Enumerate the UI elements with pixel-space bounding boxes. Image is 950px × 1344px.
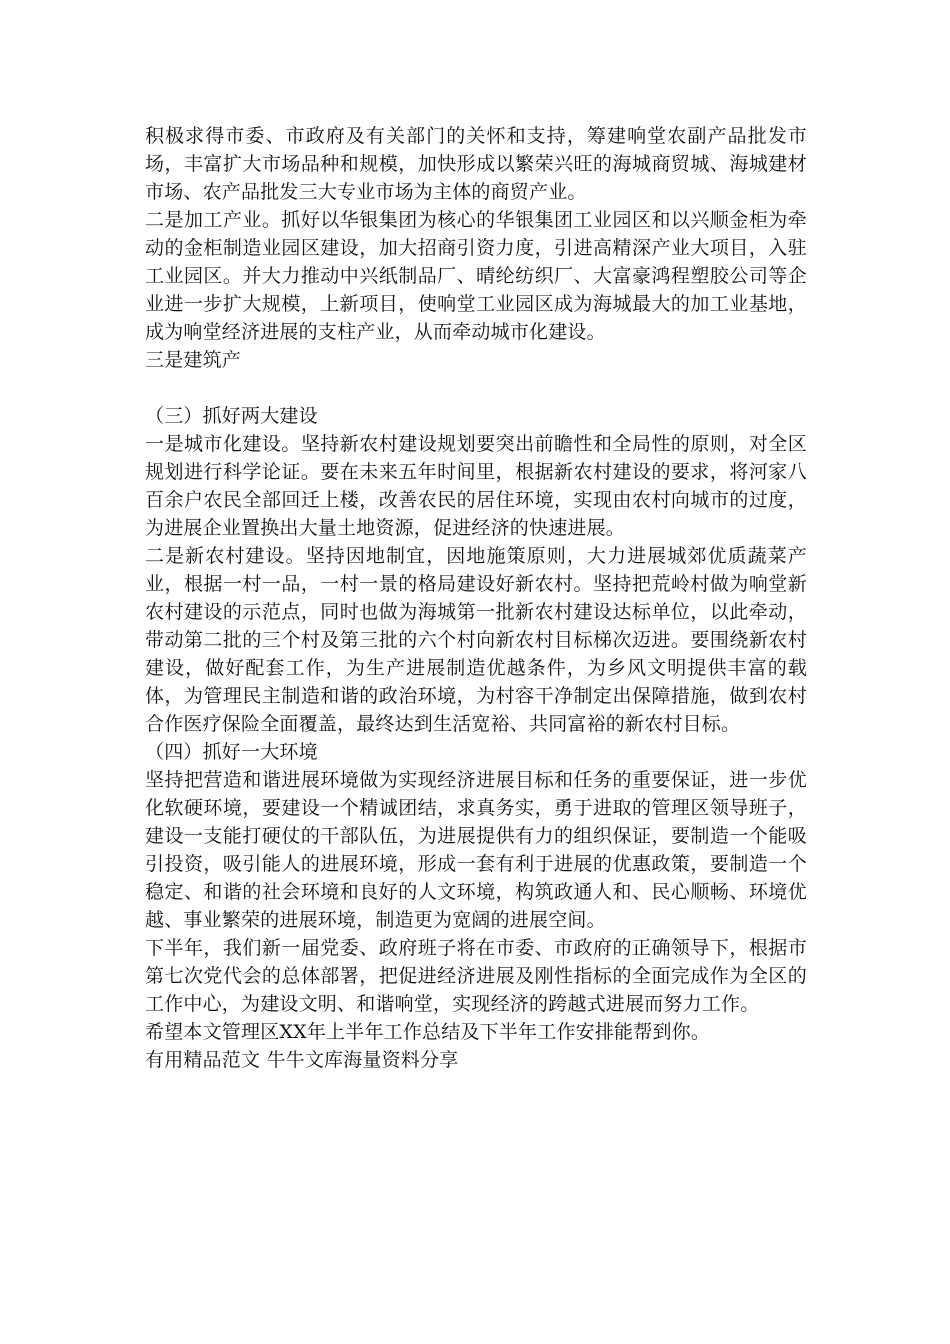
paragraph-processing-industry: 二是加工产业。抓好以华银集团为核心的华银集团工业园区和以兴顺金柜为牵动的金柜制造业园区建设，加大招商引资力度，引进高精深产业大项目，入驻工业园区。并大力推动中兴纸制品厂、晴纶纺织厂、大富豪鸿程塑胶公司等企业进一步扩大规模，上新项目，使响堂工业园区成为海城最大的加工业基地，成为响堂经济进展的支柱产业，从而牵动城市化建设。 — [145, 209, 807, 343]
paragraph-new-countryside: 二是新农村建设。坚持因地制宜，因地施策原则，大力进展城郊优质蔬菜产业，根据一村一品，一村一景的格局建设好新农村。坚持把荒岭村做为响堂新农村建设的示范点，同时也做为海城第一批新农村建设达标单位，以此牵动，带动第二批的三个村及第三批的六个村向新农村目标梯次迈进。要围绕新农村建设，做好配套工作，为生产进展制造优越条件，为乡风文明提供丰富的载体，为管理民主制造和谐的政治环境，为村容干净制定出保障措施，做到农村合作医疗保险全面覆盖，最终达到生活宽裕、共同富裕的新农村目标。 — [145, 545, 807, 735]
paragraph-second-half-year: 下半年，我们新一届党委、政府班子将在市委、市政府的正确领导下，根据市第七次党代会的总体部署，把促进经济进展及刚性指标的全面完成作为全区的工作中心，为建设文明、和谐响堂，实现经济的跨越式进展而努力工作。 — [145, 937, 807, 1015]
paragraph-environment: 坚持把营造和谐进展环境做为实现经济进展目标和任务的重要保证，进一步优化软硬环境，要建设一个精诚团结，求真务实，勇于进取的管理区领导班子，建设一支能打硬仗的干部队伍，为进展提供有力的组织保证，要制造一个能吸引投资，吸引能人的进展环境，形成一套有利于进展的优惠政策，要制造一个稳定、和谐的社会环境和良好的人文环境，构筑政通人和、民心顺畅、环境优越、事业繁荣的进展环境，制造更为宽阔的进展空间。 — [145, 769, 807, 931]
document-body — [145, 122, 807, 1074]
section-heading-one-environment: （四）抓好一大环境 — [145, 741, 318, 763]
paragraph-footer-note: 有用精品范文 牛牛文库海量资料分享 — [145, 1049, 459, 1071]
blank-line — [145, 374, 807, 402]
paragraph-urbanization: 一是城市化建设。坚持新农村建设规划要突出前瞻性和全局性的原则，对全区规划进行科学论证。要在未来五年时间里，根据新农村建设的要求，将河家八百余户农民全部回迁上楼，改善农民的居住环境，实现由农村向城市的过度，为进展企业置换出大量土地资源，促进经济的快速进展。 — [145, 433, 807, 539]
paragraph-commerce-industry: 积极求得市委、市政府及有关部门的关怀和支持，筹建响堂农副产品批发市场，丰富扩大市场品种和规模，加快形成以繁荣兴旺的海城商贸城、海城建材市场、农产品批发三大专业市场为主体的商贸产业。 — [145, 125, 807, 203]
paragraph-closing-wish: 希望本文管理区XX年上半年工作总结及下半年工作安排能帮到你。 — [145, 1021, 711, 1043]
paragraph-construction-industry: 三是建筑产 — [145, 349, 242, 371]
section-heading-two-constructions: （三）抓好两大建设 — [145, 405, 318, 427]
